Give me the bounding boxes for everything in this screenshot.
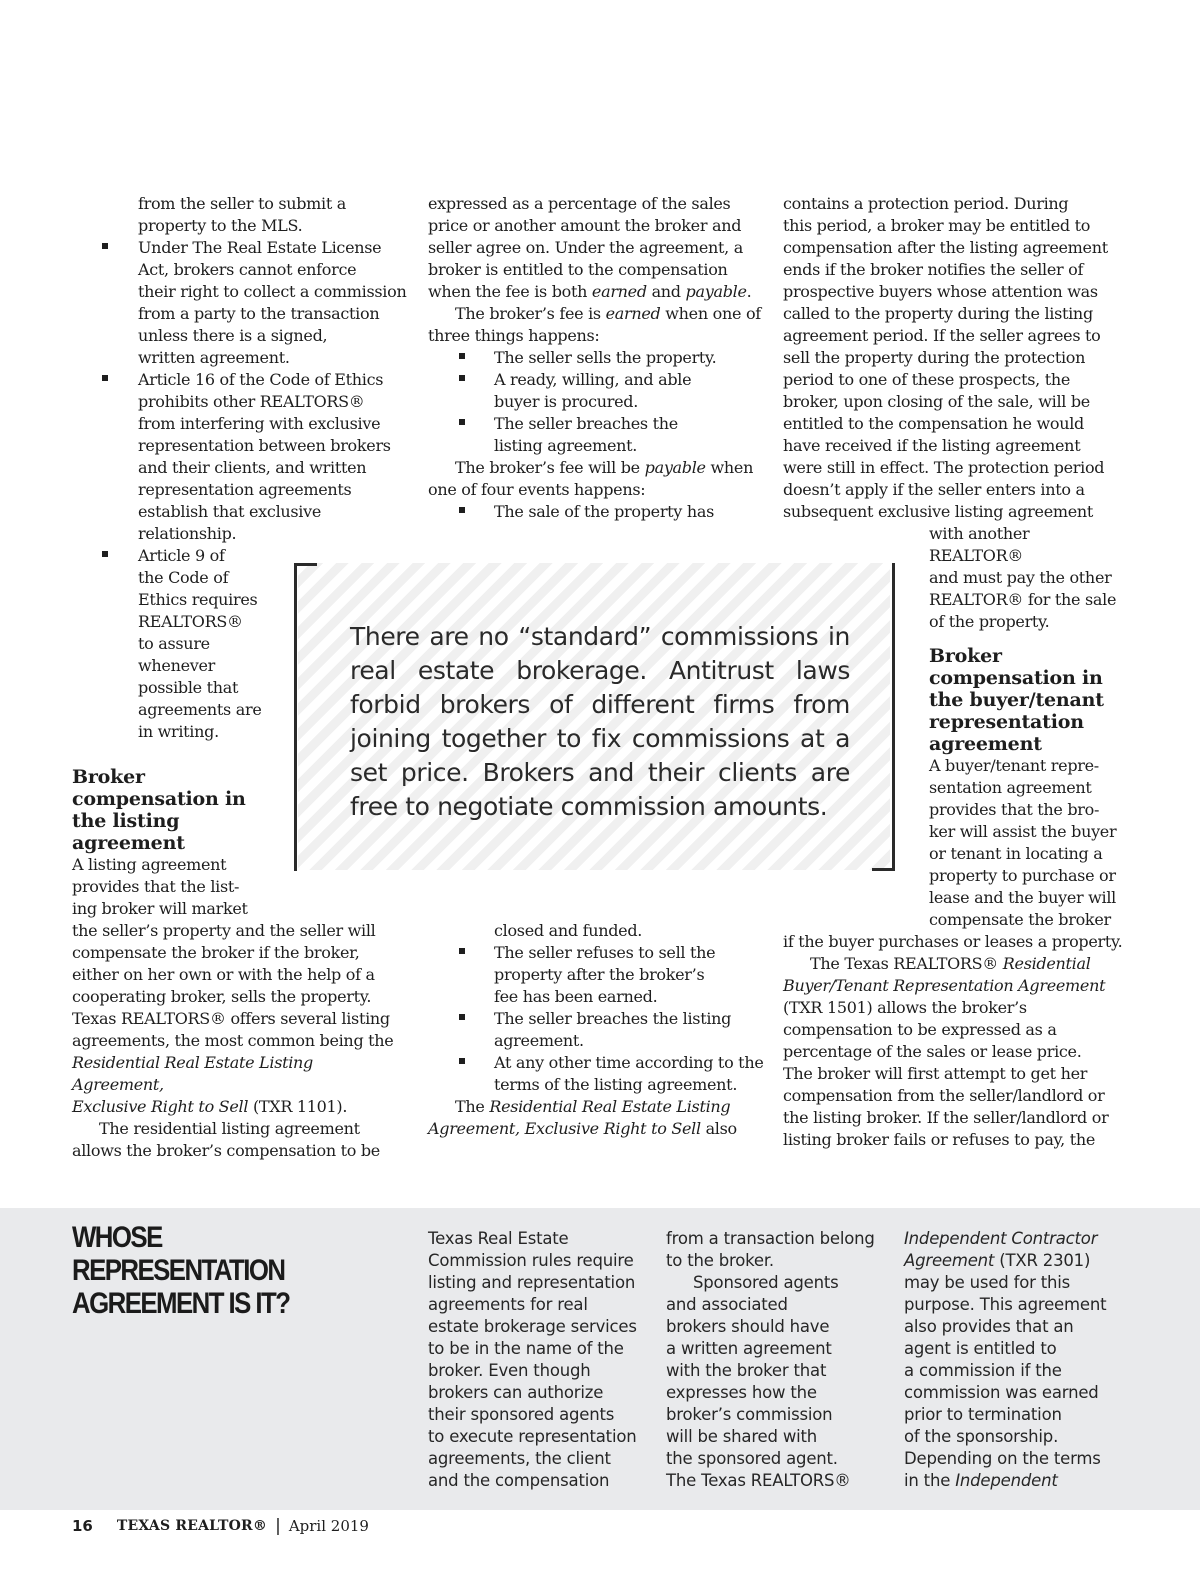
heading-line: representation: [929, 711, 1084, 733]
bullet-item: [428, 413, 768, 457]
text-line: sell the property during the protection: [783, 348, 1086, 367]
text-line: will be shared with: [666, 1427, 818, 1446]
text-line: in writing.: [138, 722, 219, 741]
text-line: property to purchase or: [929, 866, 1116, 885]
text-line: At any other time according to the: [494, 1053, 764, 1072]
text-line: Act, brokers cannot enforce: [138, 260, 357, 279]
text-line: broker. Even though: [428, 1361, 591, 1380]
text-line: lease and the buyer will: [929, 888, 1116, 907]
text-run: and: [646, 282, 686, 301]
text-line: may be used for this: [904, 1273, 1071, 1292]
text-line: this period, a broker may be entitled to: [783, 216, 1091, 235]
footer-separator: |: [275, 1516, 281, 1536]
italic-word: payable: [644, 458, 706, 477]
title-line: WHOSE: [72, 1221, 162, 1254]
text-line: and their clients, and written: [138, 458, 367, 477]
text-line: property to the MLS.: [138, 216, 303, 235]
text-line: REALTORS®: [138, 612, 243, 631]
bullet-item: [72, 369, 407, 545]
text-run: The broker’s fee is: [455, 304, 606, 323]
text-line: ing broker will market: [72, 899, 248, 918]
text-line: if the buyer purchases or leases a property.: [783, 932, 1123, 951]
italic-title: Exclusive Right to Sell: [72, 1097, 249, 1116]
bullet-square-icon: [459, 353, 465, 359]
text-line: to the broker.: [666, 1251, 774, 1270]
heading-line: compensation in: [929, 667, 1103, 689]
text-line: [783, 975, 1128, 997]
bullet-square-icon: [459, 375, 465, 381]
text-line: property after the broker’s: [494, 965, 705, 984]
text-line: a written agreement: [666, 1339, 832, 1358]
text-line: prohibits other REALTORS®: [138, 392, 365, 411]
text-line: [783, 953, 1128, 975]
section-heading: [929, 645, 1128, 755]
text-run: when the fee is both: [428, 282, 592, 301]
italic-word: earned: [605, 304, 661, 323]
text-line: Sponsored agents: [693, 1273, 839, 1292]
italic-title: Residential: [1002, 954, 1091, 973]
text-line: provides that the list-: [72, 877, 240, 896]
text-line: [428, 1118, 773, 1140]
column-2-bottom: [428, 920, 773, 1140]
text-line: broker’s commission: [666, 1405, 833, 1424]
text-line: buyer is procured.: [494, 392, 639, 411]
text-line: of the property.: [929, 612, 1050, 631]
column-2-top: [428, 193, 768, 523]
heading-line: the buyer/tenant: [929, 689, 1104, 711]
text-line: to be in the name of the: [428, 1339, 624, 1358]
italic-title: Buyer/Tenant Representation Agreement: [783, 976, 1106, 995]
text-line: brokers should have: [666, 1317, 830, 1336]
text-line: prior to termination: [904, 1405, 1062, 1424]
text-line: The seller sells the property.: [494, 348, 717, 367]
text-line: whenever: [138, 656, 215, 675]
text-line: Depending on the terms: [904, 1449, 1101, 1468]
sidebar-column-3: [904, 1228, 1134, 1492]
text-line: commission was earned: [904, 1383, 1099, 1402]
text-line: unless there is a signed,: [138, 326, 328, 345]
text-line: Under The Real Estate License: [138, 238, 382, 257]
text-line: entitled to the compensation he would: [783, 414, 1084, 433]
bullet-square-icon: [459, 948, 465, 954]
text-line: broker is entitled to the compensation: [428, 260, 728, 279]
text-line: [428, 457, 768, 479]
text-line: [428, 281, 768, 303]
text-line: establish that exclusive: [138, 502, 322, 521]
italic-title: Residential Real Estate Listing Agreement,: [72, 1053, 313, 1094]
text-line: with another REALTOR®: [929, 524, 1030, 565]
magazine-name: TEXAS REALTOR®: [116, 1518, 268, 1534]
text-line: compensation after the listing agreement: [783, 238, 1108, 257]
text-line: the Code of: [138, 568, 229, 587]
italic-title: Independent: [955, 1471, 1058, 1490]
text-line: and must pay the other: [929, 568, 1112, 587]
right-bracket: [872, 563, 895, 871]
text-line: percentage of the sales or lease price.: [783, 1042, 1082, 1061]
page-footer: [72, 1514, 369, 1538]
text-line: A ready, willing, and able: [494, 370, 692, 389]
text-line: [904, 1470, 1134, 1492]
text-line: or tenant in locating a: [929, 844, 1103, 863]
text-line: subsequent exclusive listing agreement: [783, 502, 1094, 521]
text-line: one of four events happens:: [428, 480, 646, 499]
text-line: Commission rules require: [428, 1251, 634, 1270]
text-line: The seller breaches the: [494, 414, 678, 433]
text-line: were still in effect. The protection period: [783, 458, 1105, 477]
italic-title: Residential Real Estate Listing: [489, 1097, 731, 1116]
text-line: [72, 1096, 407, 1118]
text-line: closed and funded.: [494, 921, 643, 940]
text-line: relationship.: [138, 524, 237, 543]
text-line: The sale of the property has: [494, 502, 714, 521]
text-line: expressed as a percentage of the sales: [428, 194, 731, 213]
text-line: purpose. This agreement: [904, 1295, 1107, 1314]
text-line: their sponsored agents: [428, 1405, 615, 1424]
text-line: The seller refuses to sell the: [494, 943, 716, 962]
text-line: expresses how the: [666, 1383, 817, 1402]
heading-line: the listing: [72, 810, 180, 832]
text-line: agreements for real: [428, 1295, 588, 1314]
text-line: Ethics requires: [138, 590, 258, 609]
text-line: sentation agreement: [929, 778, 1092, 797]
text-line: their right to collect a commission: [138, 282, 407, 301]
text-line: price or another amount the broker and: [428, 216, 742, 235]
text-line: estate brokerage services: [428, 1317, 637, 1336]
form-code: (TXR 1101).: [248, 1097, 348, 1116]
form-code: (TXR 2301): [994, 1251, 1091, 1270]
bullet-square-icon: [459, 1058, 465, 1064]
text-line: from the seller to submit a: [138, 194, 347, 213]
text-line: The broker will first attempt to get her: [783, 1064, 1088, 1083]
text-line: agreement period. If the seller agrees to: [783, 326, 1101, 345]
text-line: agreement.: [494, 1031, 584, 1050]
bullet-square-icon: [102, 551, 108, 557]
text-line: to execute representation: [428, 1427, 637, 1446]
text-line: Texas Real Estate: [428, 1229, 569, 1248]
text-line: with the broker that: [666, 1361, 827, 1380]
text-line: agreements, the most common being the: [72, 1031, 394, 1050]
text-line: A buyer/tenant repre-: [929, 756, 1099, 775]
text-line: [428, 1096, 773, 1118]
text-line: The Texas REALTORS®: [666, 1471, 851, 1490]
title-line: REPRESENTATION: [72, 1254, 285, 1287]
text-line: ker will assist the buyer: [929, 822, 1117, 841]
italic-title: Agreement, Exclusive Right to Sell: [428, 1119, 701, 1138]
text-line: written agreement.: [138, 348, 290, 367]
text-line: compensation to be expressed as a: [783, 1020, 1057, 1039]
italic-title: Independent Contractor: [904, 1229, 1098, 1248]
text-line: terms of the listing agreement.: [494, 1075, 738, 1094]
text-line: from a party to the transaction: [138, 304, 380, 323]
text-line: doesn’t apply if the seller enters into a: [783, 480, 1085, 499]
bullet-item: [428, 1008, 773, 1052]
text-line: and associated: [666, 1295, 788, 1314]
text-run: when one of: [660, 304, 761, 323]
text-line: The residential listing agreement: [99, 1119, 360, 1138]
bullet-item: [72, 237, 407, 369]
text-line: compensate the broker: [929, 910, 1111, 929]
title-line: AGREEMENT IS IT?: [72, 1287, 290, 1320]
text-line: representation between brokers: [138, 436, 391, 455]
italic-word: payable: [685, 282, 747, 301]
italic-title: Agreement: [904, 1251, 995, 1270]
text-line: agent is entitled to: [904, 1339, 1057, 1358]
text-line: allows the broker’s compensation to be: [72, 1141, 380, 1160]
text-line: a commission if the: [904, 1361, 1062, 1380]
sidebar-column-2: [666, 1228, 891, 1492]
text-line: Article 9 of: [138, 546, 225, 565]
text-line: (TXR 1501) allows the broker’s: [783, 998, 1027, 1017]
text-line: possible that: [138, 678, 239, 697]
bullet-square-icon: [102, 375, 108, 381]
text-line: The seller breaches the listing: [494, 1009, 732, 1028]
italic-word: earned: [591, 282, 647, 301]
pull-quote: There are no “standard” commissions in real estate brokerage. Antitrust laws forbid brokers of different firms from joining together to fix commissions at a set price. Brokers and their clients are free to negotiate commission amounts.: [350, 622, 850, 821]
text-line: brokers can authorize: [428, 1383, 604, 1402]
bullet-square-icon: [459, 1014, 465, 1020]
text-line: called to the property during the listing: [783, 304, 1093, 323]
text-line: have received if the listing agreement: [783, 436, 1081, 455]
text-line: Texas REALTORS® offers several listing: [72, 1009, 390, 1028]
text-line: from interfering with exclusive: [138, 414, 381, 433]
text-run: The Texas REALTORS®: [810, 954, 1003, 973]
text-line: three things happens:: [428, 326, 600, 345]
text-line: seller agree on. Under the agreement, a: [428, 238, 743, 257]
text-line: [428, 303, 768, 325]
text-run: .: [746, 282, 752, 301]
text-line: REALTOR® for the sale: [929, 590, 1117, 609]
sidebar-title: [72, 1221, 330, 1320]
bullet-item: [428, 1052, 773, 1096]
text-line: [904, 1228, 1134, 1250]
text-line: of the sponsorship.: [904, 1427, 1059, 1446]
text-line: agreements, the client: [428, 1449, 611, 1468]
text-line: listing agreement.: [494, 436, 638, 455]
text-run: The: [455, 1097, 490, 1116]
text-run: when: [705, 458, 754, 477]
text-line: Article 16 of the Code of Ethics: [138, 370, 384, 389]
text-line: prospective buyers whose attention was: [783, 282, 1098, 301]
text-line: also provides that an: [904, 1317, 1074, 1336]
bullet-item: [428, 501, 768, 523]
heading-line: Broker: [72, 766, 145, 788]
text-line: to assure: [138, 634, 210, 653]
sidebar-column-1: [428, 1228, 653, 1492]
heading-line: agreement: [929, 733, 1042, 755]
text-line: listing broker fails or refuses to pay, the: [783, 1130, 1096, 1149]
text-line: either on her own or with the help of a: [72, 965, 375, 984]
text-line: cooperating broker, sells the property.: [72, 987, 372, 1006]
text-line: compensation from the seller/landlord or: [783, 1086, 1105, 1105]
text-line: provides that the bro-: [929, 800, 1100, 819]
bullet-square-icon: [102, 243, 108, 249]
left-bracket: [294, 563, 317, 871]
text-line: [72, 1052, 407, 1096]
bullet-item: [428, 369, 768, 413]
heading-line: agreement: [72, 832, 185, 854]
bullet-square-icon: [459, 419, 465, 425]
text-line: ends if the broker notifies the seller of: [783, 260, 1084, 279]
text-line: representation agreements: [138, 480, 352, 499]
heading-line: compensation in: [72, 788, 246, 810]
text-line: A listing agreement: [72, 855, 227, 874]
text-line: the seller’s property and the seller will: [72, 921, 376, 940]
text-line: [904, 1250, 1134, 1272]
text-line: contains a protection period. During: [783, 194, 1069, 213]
bullet-item: [428, 347, 768, 369]
text-line: listing and representation: [428, 1273, 636, 1292]
text-line: broker, upon closing of the sale, will be: [783, 392, 1090, 411]
bullet-square-icon: [459, 507, 465, 513]
text-line: the sponsored agent.: [666, 1449, 838, 1468]
text-line: period to one of these prospects, the: [783, 370, 1071, 389]
text-line: agreements are: [138, 700, 262, 719]
issue-date: April 2019: [288, 1517, 369, 1535]
page-number: 16: [72, 1517, 93, 1535]
text-run: also: [700, 1119, 737, 1138]
text-line: from a transaction belong: [666, 1229, 875, 1248]
text-line: and the compensation: [428, 1471, 610, 1490]
text-line: fee has been earned.: [494, 987, 658, 1006]
text-line: the listing broker. If the seller/landlord or: [783, 1108, 1109, 1127]
text-run: in the: [904, 1471, 956, 1490]
bullet-item: [428, 942, 773, 1008]
text-run: The broker’s fee will be: [455, 458, 645, 477]
heading-line: Broker: [929, 645, 1002, 667]
text-line: compensate the broker if the broker,: [72, 943, 360, 962]
